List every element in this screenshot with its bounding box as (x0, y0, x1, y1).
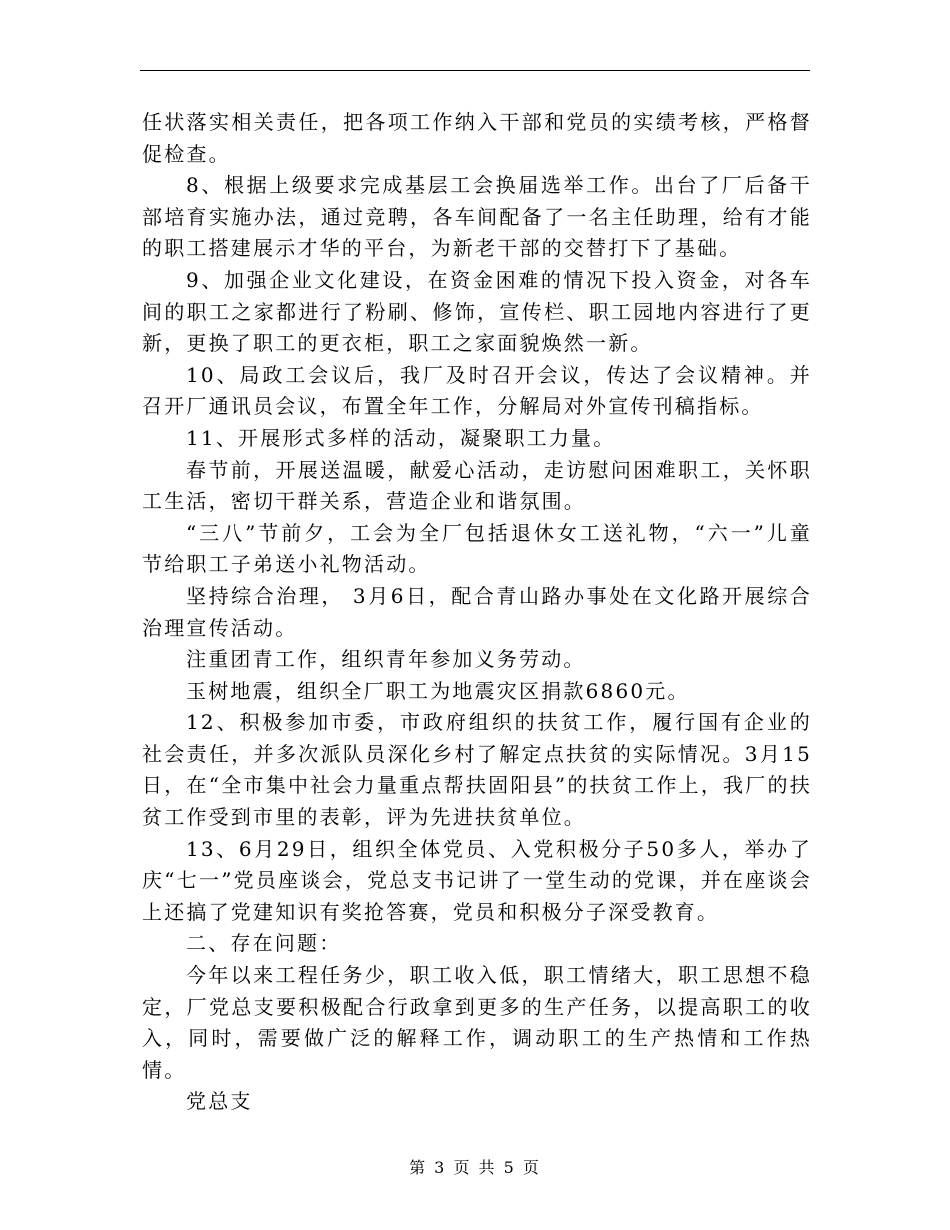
paragraph: 玉树地震，组织全厂职工为地震灾区捐款6860元。 (186, 678, 690, 703)
section-heading: 二、存在问题： (186, 931, 342, 956)
paragraph: 9、加强企业文化建设，在资金困难的情况下投入资金，对各车间的职工之家都进行了粉刷、修饰，宣传栏、职工园地内容进行了更新，更换了职工的更衣柜，职工之家面貌焕然一新。 (142, 267, 812, 356)
paragraph: 8、根据上级要求完成基层工会换届选举工作。出台了厂后备干部培育实施办法，通过竞聘，各车间配备了一名主任助理，给有才能的职工搭建展示才华的平台，为新老干部的交替打下了基础。 (142, 173, 812, 261)
paragraph: “三八”节前夕，工会为全厂包括退休女工送礼物，“六一”儿童节给职工子弟送小礼物活动。 (142, 520, 812, 577)
paragraph: 春节前，开展送温暖，献爱心活动，走访慰问困难职工，关怀职工生活，密切干群关系，营造企业和谐氛围。 (142, 457, 812, 514)
signature-line: 党总支 (186, 1089, 253, 1114)
paragraph: 13、6月29日，组织全体党员、入党积极分子50多人，举办了庆“七一”党员座谈会，党总支书记讲了一堂生动的党课，并在座谈会上还搞了党建知识有奖抢答赛，党员和积极分子深受教育。 (142, 836, 812, 924)
paragraph: 11、开展形式多样的活动，凝聚职工力量。 (186, 425, 616, 450)
header-rule (140, 70, 810, 71)
paragraph: 注重团青工作，组织青年参加义务劳动。 (186, 647, 586, 672)
paragraph: 任状落实相关责任，把各项工作纳入干部和党员的实绩考核，严格督促检查。 (142, 110, 812, 166)
paragraph: 12、积极参加市委，市政府组织的扶贫工作，履行国有企业的社会责任，并多次派队员深化乡村了解定点扶贫的实际情况。3月15日，在“全市集中社会力量重点帮扶固阳县”的扶贫工作上，我厂的扶贫工作受到市里的表彰，评为先进扶贫单位。 (142, 710, 812, 830)
paragraph: 10、局政工会议后，我厂及时召开会议，传达了会议精神。并召开厂通讯员会议，布置全年工作，分解局对外宣传刊稿指标。 (142, 362, 812, 419)
document-body (142, 107, 812, 1118)
paragraph: 坚持综合治理， 3月6日，配合青山路办事处在文化路开展综合治理宣传活动。 (142, 583, 812, 640)
paragraph: 今年以来工程任务少，职工收入低，职工情绪大，职工思想不稳定，厂党总支要积极配合行政拿到更多的生产任务，以提高职工的收入，同时，需要做广泛的解释工作，调动职工的生产热情和工作热情。 (142, 963, 812, 1082)
page-number: 第 3 页 共 5 页 (409, 1158, 541, 1177)
